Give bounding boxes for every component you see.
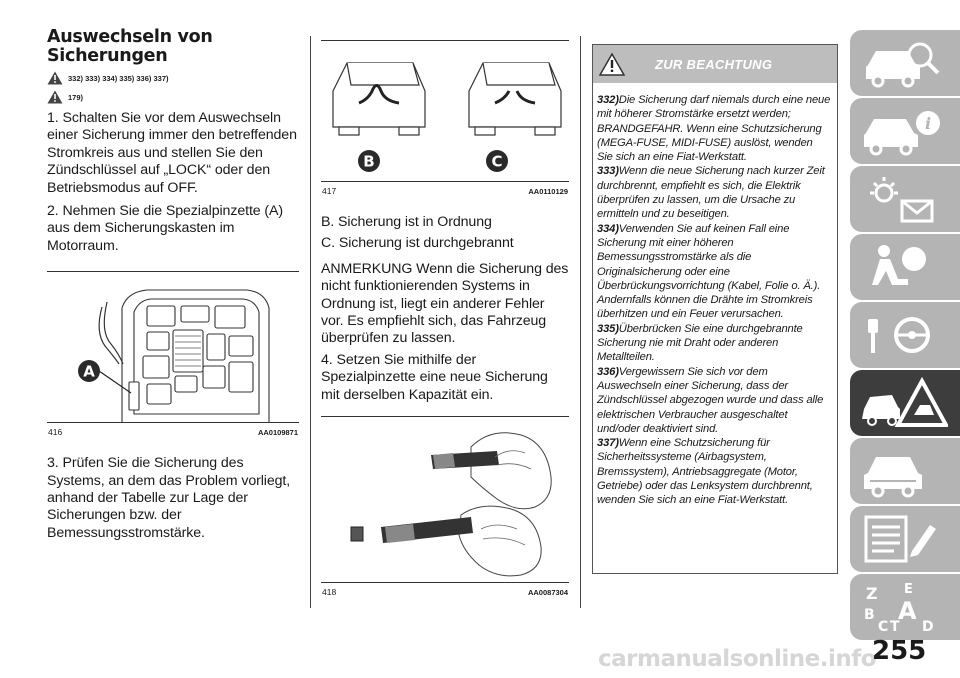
figure-number: 418 — [322, 587, 337, 598]
warning-note-header — [593, 45, 837, 83]
page-number: 255 — [872, 636, 927, 666]
section-title-line1: Auswechseln von — [47, 27, 213, 47]
figure-caption — [321, 186, 569, 196]
figure-418 — [321, 417, 569, 582]
column-right — [592, 44, 838, 574]
watermark: carmanualsonline.info — [598, 646, 877, 672]
figure-caption — [47, 427, 299, 437]
svg-text:i: i — [924, 114, 932, 133]
warning-note-title: ZUR BEACHTUNG — [655, 56, 773, 72]
label-b: B — [363, 152, 375, 171]
label-c: C — [491, 152, 503, 171]
warning-note-body — [593, 83, 837, 508]
warning-triangle-icon — [47, 71, 63, 85]
svg-text:E: E — [904, 582, 913, 597]
figure-number: 417 — [322, 186, 337, 196]
figure-caption — [321, 587, 569, 597]
svg-text:C: C — [878, 619, 889, 635]
warning-note-item: 332)Die Sicherung darf niemals durch eine neue mit höherer Stromstärke ersetzt werden; BRANDGEFAHR. Wenn eine Schutzsicherung (MEGA-FUSE, MIDI-FUSE) auslöst, wenden Sie sich an eine Fiat-Werkstatt. — [597, 94, 831, 164]
index-alphabet-icon — [858, 579, 948, 635]
car-search-icon — [858, 35, 948, 91]
note-anmerkung: ANMERKUNG Wenn die Sicherung des nicht funktionierenden Systems in Ordnung ist, liegt ein anderer Fehler vor. Es empfiehlt sich, das Fahrzeug überprüfen zu lassen. — [321, 260, 569, 347]
warning-references — [47, 71, 299, 85]
figure-416 — [47, 272, 299, 422]
tab-index[interactable] — [850, 574, 960, 640]
step-4: 4. Setzen Sie mithilfe der Spezialpinzette eine neue Sicherung mit derselben Kapazität ein. — [321, 351, 548, 403]
column-divider — [580, 36, 581, 608]
figure-code: AA0110129 — [528, 187, 568, 196]
svg-text:B: B — [864, 607, 875, 623]
svg-text:A: A — [898, 597, 917, 625]
warning-triangle-icon — [47, 90, 63, 104]
label-a: A — [83, 362, 95, 381]
warning-note-item: 333)Wenn die neue Sicherung nach kurzer Zeit durchbrennt, empfiehlt es sich, die Elektrik überprüfen zu lassen, um die Ursache zu ermitteln und zu beseitigen. — [597, 165, 825, 221]
warning-note-item: 335)Überbrücken Sie eine durchgebrannte Sicherung nie mit Draht oder anderen Metallteilen. — [597, 322, 803, 364]
key-steering-wheel-icon — [858, 307, 948, 363]
tab-knowing-the-car[interactable] — [850, 30, 960, 96]
car-maintenance-icon — [858, 443, 948, 499]
column-divider — [310, 36, 311, 608]
section-title — [47, 28, 299, 66]
specifications-list-icon — [858, 511, 948, 567]
step-2: 2. Nehmen Sie die Spezialpinzette (A) aus dem Sicherungskasten im Motorraum. — [47, 203, 284, 254]
fuse-ok-line: B. Sicherung ist in Ordnung — [321, 214, 492, 230]
figure-code: AA0087304 — [527, 588, 568, 598]
warning-references-text: 332) 333) 334) 335) 336) 337) — [68, 73, 169, 83]
tab-in-an-emergency[interactable] — [850, 370, 960, 436]
car-info-icon — [858, 103, 948, 159]
fuse-blown-line: C. Sicherung ist durchgebrannt — [321, 235, 514, 252]
fuse-box-illustration — [47, 272, 299, 422]
warning-references-2 — [47, 90, 299, 104]
section-title-line2: Sicherungen — [47, 46, 168, 66]
figure-417 — [321, 41, 569, 181]
warning-note-item: 337)Wenn eine Schutzsicherung für Sicherheitssysteme (Airbagsystem, Bremssystem), Antriebsaggregate (Motor, Getriebe) oder das Lenksystem durchbrennt, wenden Sie sich an eine Fiat-Werkstatt. — [597, 437, 813, 507]
warning-note-box — [592, 44, 838, 574]
column-middle — [321, 40, 569, 597]
airbag-icon — [858, 239, 948, 295]
tab-starting-driving[interactable] — [850, 302, 960, 368]
tab-safety[interactable] — [850, 234, 960, 300]
figure-code: AA0109871 — [257, 428, 298, 438]
warning-note-item: 336)Vergewissern Sie sich vor dem Auswechseln einer Sicherung, dass der Zündschlüssel abgezogen wurde und dass alle elektrischen Verbraucher ausgeschaltet und/oder deaktiviert sind. — [597, 365, 824, 435]
figure-caption-rule — [47, 422, 299, 423]
tab-safety-info[interactable] — [850, 98, 960, 164]
warning-note-item: 334)Verwenden Sie auf keinen Fall eine Sicherung mit einer höheren Bemessungsstromstärke als die Originalsicherung oder eine Überbrückungsvorrichtung (Kabel, Folie o. Ä.). Andernfalls können die Drähte im Stromkreis überhitzen und ein Feuer verursachen. — [597, 222, 821, 321]
step-3: 3. Prüfen Sie die Sicherung des Systems, an dem das Problem vorliegt, anhand der Tabelle zur Lage der Sicherungen bzw. der Bemessungsstromstärke. — [47, 455, 291, 541]
step-1: 1. Schalten Sie vor dem Auswechseln einer Sicherung immer den betreffenden Stromkreis aus und stellen Sie den Zündschlüssel auf „LOCK“ oder den Betriebsmodus auf OFF. — [47, 110, 297, 196]
svg-text:Z: Z — [866, 584, 878, 603]
warning-triangle-icon — [599, 53, 625, 76]
warning-references-text-2: 179) — [68, 92, 84, 102]
column-left — [47, 28, 299, 542]
svg-text:T: T — [890, 619, 900, 635]
tab-dashboard-lights[interactable] — [850, 166, 960, 232]
tab-servicing-maintenance[interactable] — [850, 438, 960, 504]
figure-caption-rule — [321, 181, 569, 182]
fuse-puller-hand-illustration — [321, 417, 569, 582]
tab-technical-specifications[interactable] — [850, 506, 960, 572]
figure-caption-rule — [321, 582, 569, 583]
figure-number: 416 — [48, 427, 63, 438]
fuse-comparison-illustration — [321, 41, 569, 181]
warning-lights-icon — [858, 171, 948, 227]
emergency-car-warning-icon — [858, 375, 948, 431]
svg-text:D: D — [922, 619, 934, 635]
